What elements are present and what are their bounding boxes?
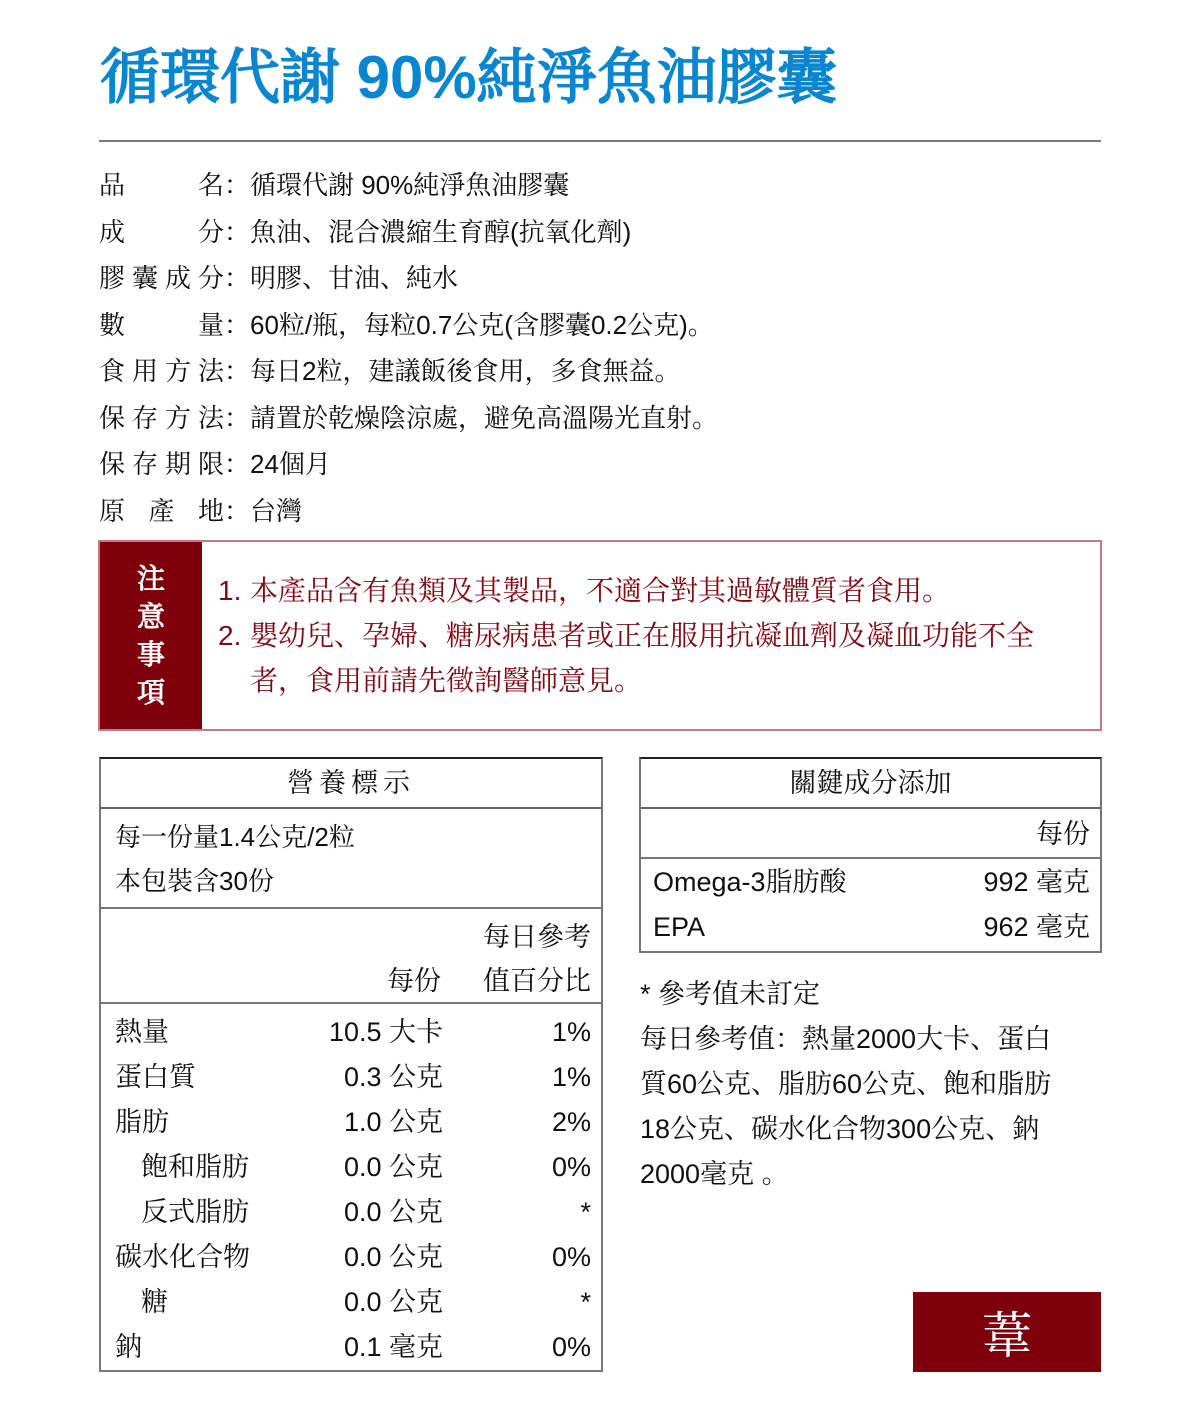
table-row: Omega-3脂肪酸 992 毫克 [653,867,1090,897]
precaution-item: 2. 嬰幼兒、孕婦、糖尿病患者或正在服用抗凝血劑及凝血功能不全 [218,620,1035,651]
spec-colon: ： [224,263,251,294]
spec-label: 保 存 期 限 [99,449,224,480]
table-row: 糖 0.0 公克 * [141,1287,591,1317]
serving-size: 每一份量1.4公克/2粒 [115,822,355,852]
spec-colon: ： [224,449,251,480]
daily-ref-header-line2: 值百分比 [483,966,591,996]
spec-row-ingredients [99,209,1099,256]
nutrition-column-headers [101,909,601,1004]
spec-colon: ： [224,170,251,201]
spec-colon: ： [224,495,251,526]
spec-value: 魚油、混合濃縮生育醇(抗氧化劑) [250,216,632,247]
brand-logo: 葦 [913,1292,1101,1372]
spec-row-capsule-ingredients [99,255,1099,302]
key-per-serving-header: 每份 [641,809,1100,859]
spec-value: 每日2粒，建議飯後食用，多食無益。 [250,356,681,387]
table-row: 熱量 10.5 大卡 1% [115,1017,591,1047]
nutrition-title: 營養標示 [101,759,601,809]
serving-info [101,809,601,909]
precautions-tag: 注 意 事 項 [100,542,202,729]
spec-value: 60粒/瓶，每粒0.7公克(含膠囊0.2公克)。 [250,309,714,340]
page-title: 循環代謝 90%純淨魚油膠囊 [100,44,837,111]
title-divider [99,140,1101,142]
spec-colon: ： [224,309,251,340]
spec-row-shelf-life [99,441,1099,488]
nutrition-facts-table [99,757,603,1372]
spec-value: 24個月 [250,449,331,480]
spec-value: 請置於乾燥陰涼處，避免高溫陽光直射。 [250,402,719,433]
spec-value: 循環代謝 90%純淨魚油膠囊 [250,170,570,201]
nutrition-rows [101,1004,601,1370]
spec-row-product-name [99,162,1099,209]
spec-label: 保 存 方 法 [99,402,224,433]
product-spec-list [99,162,1099,534]
spec-value: 台灣 [250,495,303,526]
spec-colon: ： [224,356,251,387]
table-row: 碳水化合物 0.0 公克 0% [115,1242,591,1272]
spec-label: 食 用 方 法 [99,356,224,387]
spec-label: 原 產 地 [99,495,224,526]
spec-row-quantity [99,302,1099,349]
precaution-item: 1. 本產品含有魚類及其製品，不適合對其過敏體質者食用。 [218,575,951,606]
key-ingredients-title: 關鍵成分添加 [641,759,1100,809]
spec-row-storage [99,395,1099,442]
spec-colon: ： [224,216,251,247]
spec-label: 品 名 [99,170,224,201]
spec-label: 膠 囊 成 分 [99,263,224,294]
spec-colon: ： [224,402,251,433]
table-row: EPA 962 毫克 [653,912,1090,942]
key-ingredients-table [639,757,1102,953]
table-row: 脂肪 1.0 公克 2% [115,1107,591,1137]
per-serving-header: 每份 [387,966,441,996]
table-row: 鈉 0.1 毫克 0% [115,1332,591,1362]
table-row: 蛋白質 0.3 公克 1% [115,1062,591,1092]
spec-row-usage [99,348,1099,395]
spec-row-origin [99,488,1099,535]
precautions-list [202,542,1100,729]
table-row: 飽和脂肪 0.0 公克 0% [141,1152,591,1182]
precautions-box [98,540,1102,731]
spec-value: 明膠、甘油、純水 [250,263,459,294]
table-row: 反式脂肪 0.0 公克 * [141,1197,591,1227]
servings-per-pack: 本包裝含30份 [115,866,274,896]
spec-label: 數 量 [99,309,224,340]
daily-ref-header-line1: 每日參考 [483,922,591,952]
daily-reference-footnote: * 參考值未訂定 每日參考值：熱量2000大卡、蛋白 質60公克、脂肪60公克、飽和脂肪 18公克、碳水化合物300公克、鈉 2000毫克 。 [640,979,1052,1189]
precaution-item-continued: 者，食用前請先徵詢醫師意見。 [250,665,643,696]
spec-label: 成 分 [99,216,224,247]
